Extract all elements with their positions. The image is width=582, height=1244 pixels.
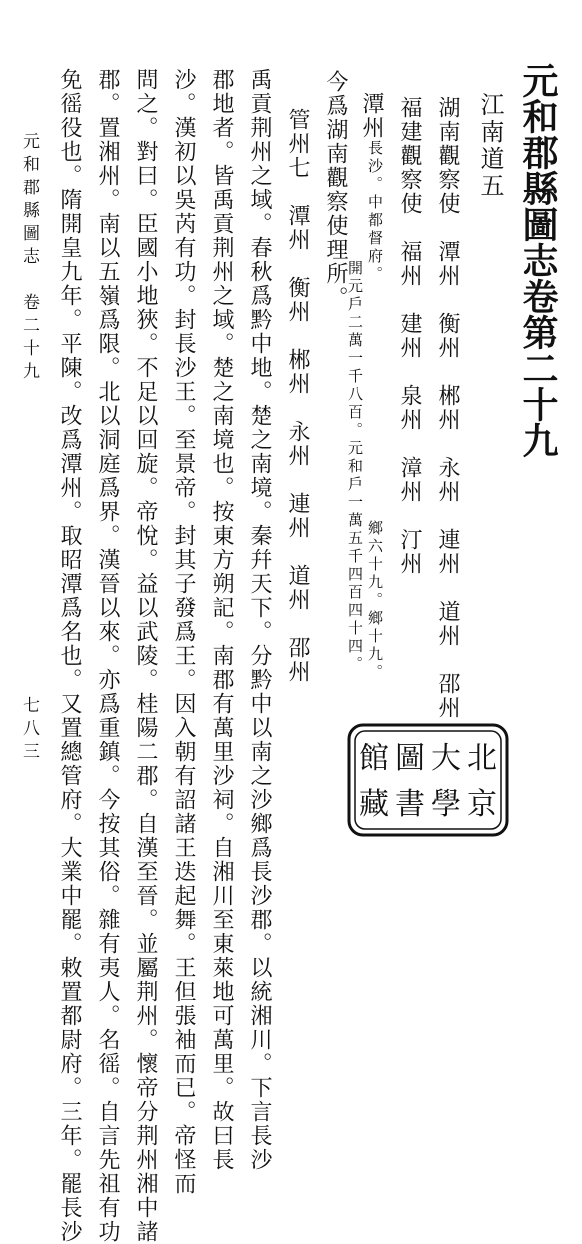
svg-text:藏: 藏: [359, 787, 389, 822]
svg-text:京: 京: [467, 787, 497, 822]
body-col-4: 問之。對曰。臣國小地狹。不足以回旋。帝悅。益以武陵。桂陽二郡。自漢至晉。並屬荆州。懷帝分荆州湘中諸: [133, 68, 158, 1244]
margin-title: 元和郡縣圖志 卷二十九: [19, 132, 39, 385]
svg-text:學: 學: [431, 787, 461, 822]
fujian-line: 福建觀察使 福州 建州 泉州 漳州 汀州: [397, 96, 422, 576]
page-number: 七八三: [19, 696, 39, 765]
page-title: 元和郡縣圖志卷第二十九: [517, 62, 559, 458]
svg-text:北: 北: [467, 741, 497, 776]
body-col-2: 郡地者。皆禹貢荆州之域。楚之南境也。按東方朔記。南郡有萬里沙祠。自湘川至東萊地可萬里。故曰長: [209, 68, 234, 1172]
tanzhou-head: 潭州: [359, 92, 384, 140]
library-seal: [346, 722, 510, 838]
body-col-1: 禹貢荆州之域。春秋爲黔中地。楚之南境。秦幷天下。分黔中以南之沙鄉爲長沙郡。以統湘川。下言長沙: [247, 68, 272, 1172]
tanzhou-note-c: 鄉六十九。鄉十九。: [366, 520, 384, 682]
now-line: 今爲湖南觀察使理所。: [323, 70, 348, 310]
body-col-6: 免徭役也。隋開皇九年。平陳。改爲潭州。取昭潭爲名也。又置總管府。大業中罷。敕置都尉府。三年。罷長沙: [57, 68, 82, 1244]
section-heading: 江南道五: [476, 92, 504, 200]
body-col-5: 郡。置湘州。南以五嶺爲限。北以洞庭爲界。漢晉以來。亦爲重鎮。今按其俗。雜有夷人。名徭。自言先祖有功: [95, 68, 120, 1244]
guan-line: 管州七 潭州 衡州 郴州 永州 連州 道州 邵州: [285, 108, 310, 684]
svg-text:大: 大: [431, 741, 461, 776]
svg-text:館: 館: [359, 741, 389, 776]
hunan-line: 湖南觀察使 潭州 衡州 郴州 永州 連州 道州 邵州: [435, 96, 460, 720]
svg-text:書: 書: [395, 787, 425, 822]
tanzhou-note-b: 開元戶二萬一千八百。元和戶一萬五千四百四十四。: [346, 260, 364, 674]
tanzhou-note-a: 長沙。中都督府。: [366, 140, 384, 284]
svg-text:圖: 圖: [395, 741, 425, 776]
body-col-3: 沙。漢初以吳芮有功。封長沙王。至景帝。封其子發爲王。因入朝有詔諸王迭起舞。王但張袖而已。帝怪而: [171, 68, 196, 1196]
